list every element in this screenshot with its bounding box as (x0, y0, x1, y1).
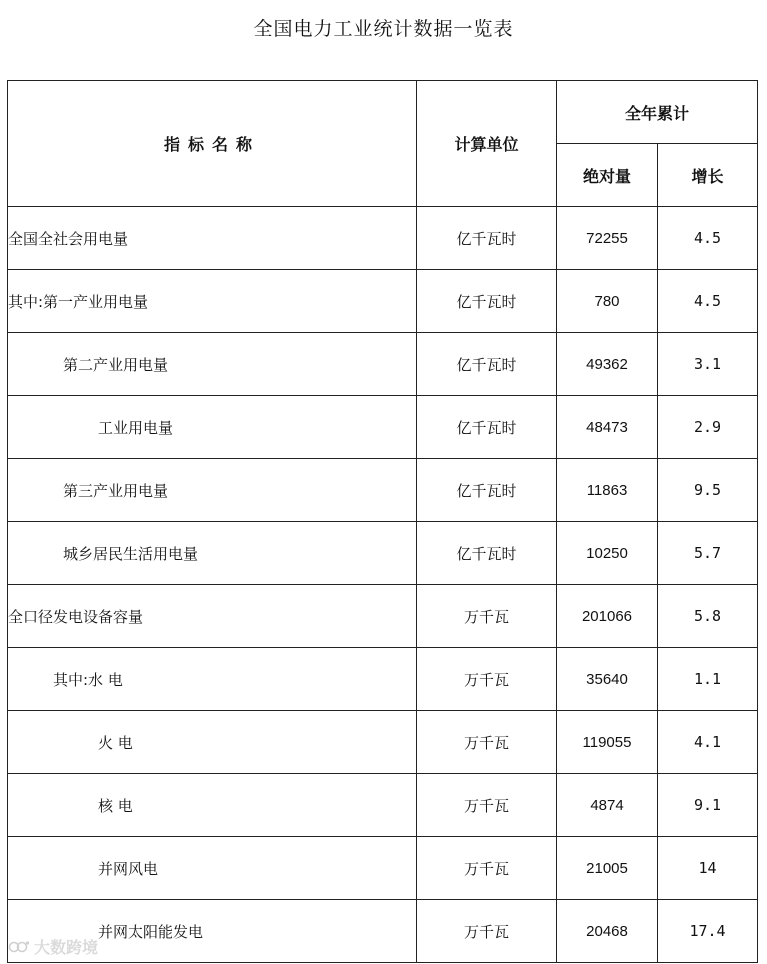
watermark (8, 935, 98, 958)
header-cumulative: 全年累计 (557, 81, 758, 144)
table-row (8, 585, 758, 648)
row-value: 35640 (557, 648, 658, 711)
row-name: 其中:第一产业用电量 (8, 270, 417, 333)
table-row (8, 459, 758, 522)
row-unit: 万千瓦 (417, 711, 557, 774)
statistics-table (7, 80, 758, 963)
row-value: 201066 (557, 585, 658, 648)
row-name: 全国全社会用电量 (8, 207, 417, 270)
row-name: 并网风电 (8, 837, 417, 900)
row-value: 780 (557, 270, 658, 333)
row-growth: 1.1 (658, 648, 758, 711)
row-growth: 14 (658, 837, 758, 900)
row-name: 并网太阳能发电 (8, 900, 417, 963)
row-name: 城乡居民生活用电量 (8, 522, 417, 585)
row-growth: 3.1 (658, 333, 758, 396)
row-value: 72255 (557, 207, 658, 270)
table-row (8, 774, 758, 837)
row-growth: 9.1 (658, 774, 758, 837)
header-absolute: 绝对量 (557, 144, 658, 207)
row-growth: 5.7 (658, 522, 758, 585)
row-growth: 17.4 (658, 900, 758, 963)
brand-logo-icon (8, 939, 30, 955)
row-value: 10250 (557, 522, 658, 585)
row-growth: 4.5 (658, 207, 758, 270)
row-name: 火 电 (8, 711, 417, 774)
table-row (8, 648, 758, 711)
header-unit: 计算单位 (417, 81, 557, 207)
table-row (8, 396, 758, 459)
row-value: 4874 (557, 774, 658, 837)
table-row (8, 522, 758, 585)
row-unit: 亿千瓦时 (417, 522, 557, 585)
row-growth: 4.5 (658, 270, 758, 333)
row-unit: 万千瓦 (417, 648, 557, 711)
header-indicator-name: 指标名称 (8, 81, 417, 207)
row-unit: 亿千瓦时 (417, 207, 557, 270)
row-growth: 2.9 (658, 396, 758, 459)
row-value: 11863 (557, 459, 658, 522)
row-unit: 万千瓦 (417, 585, 557, 648)
table-row (8, 270, 758, 333)
row-value: 21005 (557, 837, 658, 900)
row-name: 其中:水 电 (8, 648, 417, 711)
row-growth: 9.5 (658, 459, 758, 522)
row-growth: 5.8 (658, 585, 758, 648)
row-unit: 亿千瓦时 (417, 459, 557, 522)
row-value: 49362 (557, 333, 658, 396)
row-unit: 万千瓦 (417, 900, 557, 963)
row-name: 第三产业用电量 (8, 459, 417, 522)
table-row (8, 837, 758, 900)
row-name: 工业用电量 (8, 396, 417, 459)
row-name: 第二产业用电量 (8, 333, 417, 396)
row-unit: 亿千瓦时 (417, 396, 557, 459)
table-row (8, 333, 758, 396)
row-growth: 4.1 (658, 711, 758, 774)
row-unit: 亿千瓦时 (417, 270, 557, 333)
table-row (8, 900, 758, 963)
row-unit: 亿千瓦时 (417, 333, 557, 396)
table-row (8, 207, 758, 270)
row-name: 核 电 (8, 774, 417, 837)
page-title: 全国电力工业统计数据一览表 (253, 18, 514, 40)
header-growth: 增长 (658, 144, 758, 207)
row-value: 48473 (557, 396, 658, 459)
row-name: 全口径发电设备容量 (8, 585, 417, 648)
header-row-1 (8, 81, 758, 144)
row-unit: 万千瓦 (417, 774, 557, 837)
watermark-text: 大数跨境 (34, 938, 99, 957)
row-value: 20468 (557, 900, 658, 963)
table-row (8, 711, 758, 774)
row-value: 119055 (557, 711, 658, 774)
row-unit: 万千瓦 (417, 837, 557, 900)
